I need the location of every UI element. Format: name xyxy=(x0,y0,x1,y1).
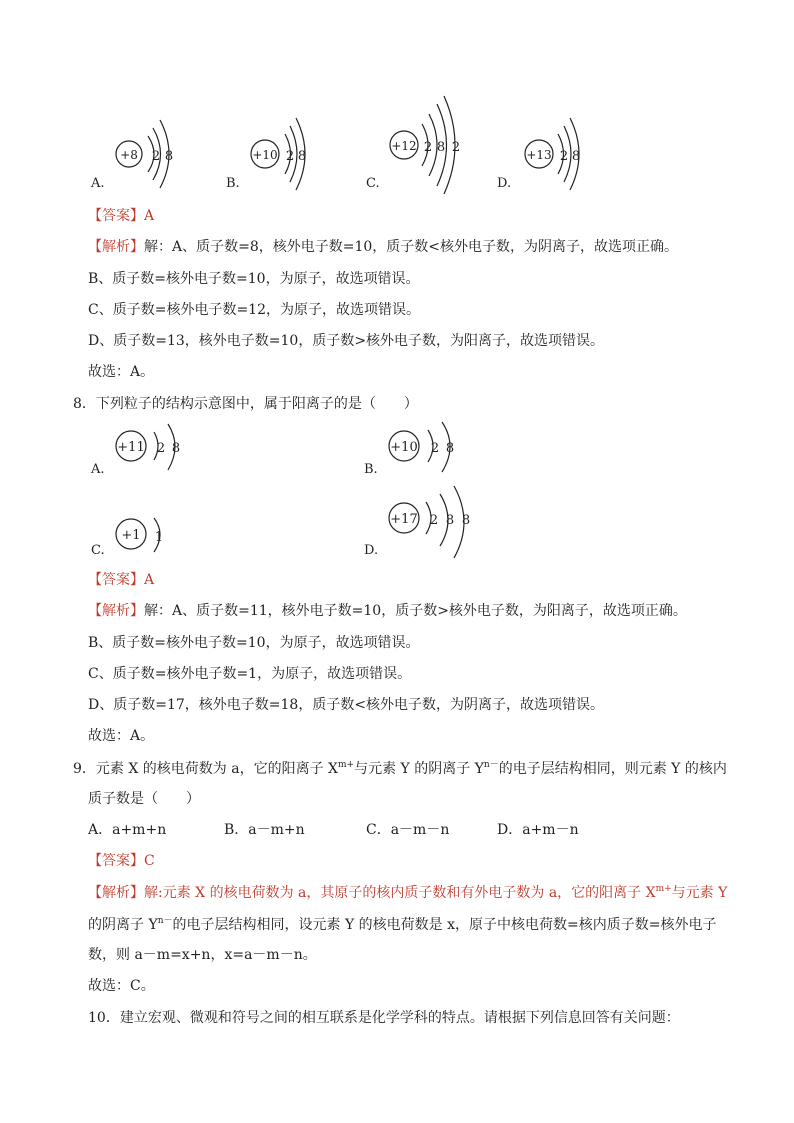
option-letter-c: C. xyxy=(366,176,380,191)
shell-label: 2 xyxy=(156,441,166,456)
charge-superscript: n－ xyxy=(483,760,499,770)
answer-tag: 【答案】 xyxy=(88,572,144,588)
option-letter-a: A. xyxy=(91,176,105,191)
stem-text: 9．元素 X 的核电荷数为 a，它的阳离子 X xyxy=(73,761,338,777)
q7-atom-diagram-a xyxy=(116,114,173,188)
q7-analysis-line-3: C、质子数=核外电子数=12，为原子，故选项错误。 xyxy=(88,302,420,318)
nucleus-label: +1 xyxy=(121,528,141,543)
shell-label: 8 xyxy=(436,140,446,155)
answer-tag: 【答案】 xyxy=(88,853,144,869)
q7-diagrams xyxy=(0,0,794,200)
q8-analysis-line-2: B、质子数=核外电子数=10，为原子，故选项错误。 xyxy=(88,635,420,651)
analysis-tag: 【解析】 xyxy=(88,239,144,255)
shell-label: 8 xyxy=(571,149,581,164)
nucleus-label: +10 xyxy=(390,440,418,455)
answer-value: C xyxy=(144,853,155,869)
nucleus-label: +13 xyxy=(526,148,552,162)
q7-conclusion: 故选：A。 xyxy=(88,364,155,380)
q9-option-c: C．a－m－n xyxy=(366,822,450,838)
shell-label: 2 xyxy=(151,149,161,164)
shell-label: 1 xyxy=(154,530,164,545)
q9-stem-line-2: 质子数是（ ） xyxy=(88,791,200,807)
analysis-tag: 【解析】 xyxy=(88,885,144,901)
answer-value: A xyxy=(144,208,155,224)
q7-analysis-line-1 xyxy=(88,236,678,256)
shell-label: 8 xyxy=(171,441,181,456)
q7-answer xyxy=(88,205,154,225)
answer-value: A xyxy=(144,572,155,588)
q7-atom-diagram-c xyxy=(390,96,460,194)
nucleus-label: +11 xyxy=(117,440,145,455)
q9-answer xyxy=(88,850,155,870)
option-letter-a: A. xyxy=(91,462,105,477)
shell-label: 2 xyxy=(423,140,433,155)
nucleus-label: +10 xyxy=(252,148,278,162)
shell-label: 8 xyxy=(445,513,455,528)
q7-analysis-line-2: B、质子数=核外电子数=10，为原子，故选项错误。 xyxy=(88,271,420,287)
q8-conclusion: 故选：A。 xyxy=(88,728,155,744)
shell-label: 8 xyxy=(297,149,307,164)
option-letter-d: D. xyxy=(497,176,512,191)
q9-option-a: A．a+m+n xyxy=(88,822,167,838)
analysis-text: 与元素 Y xyxy=(671,885,728,901)
q8-diagrams xyxy=(0,410,794,570)
nucleus-label: +8 xyxy=(120,148,138,162)
q7-analysis-line-4: D、质子数=13，核外电子数=10，质子数>核外电子数，为阳离子，故选项错误。 xyxy=(88,333,605,349)
q8-analysis-line-4: D、质子数=17，核外电子数=18，质子数<核外电子数，为阴离子，故选项错误。 xyxy=(88,697,605,713)
q7-atom-diagram-d xyxy=(525,118,580,190)
q9-analysis-line-1 xyxy=(88,882,727,902)
q8-stem: 8．下列粒子的结构示意图中，属于阳离子的是（ ） xyxy=(73,396,418,412)
q9-conclusion: 故选：C。 xyxy=(88,978,155,994)
stem-text: 的电子层结构相同，则元素 Y 的核内 xyxy=(498,761,727,777)
shell-label: 8 xyxy=(461,513,471,528)
analysis-text: 解:元素 X 的核电荷数为 a，其原子的核内质子数和有外电子数为 a，它的阳离子 X xyxy=(144,885,656,901)
q8-atom-diagram-c xyxy=(116,518,163,552)
q8-answer xyxy=(88,569,154,589)
stem-text: 与元素 Y 的阴离子 Y xyxy=(354,761,484,777)
shell-label: 2 xyxy=(429,513,439,528)
option-letter-d: D. xyxy=(364,543,379,558)
q9-analysis-line-2 xyxy=(88,913,716,934)
answer-tag: 【答案】 xyxy=(88,208,144,224)
shell-label: 8 xyxy=(445,441,455,456)
charge-superscript: m+ xyxy=(655,884,672,894)
q10-stem: 10．建立宏观、微观和符号之间的相互联系是化学学科的特点。请根据下列信息回答有关问题： xyxy=(88,1010,680,1026)
analysis-text: 解：A、质子数=11，核外电子数=10，质子数>核外电子数，为阳离子，故选项正确。 xyxy=(144,603,687,619)
q9-option-b: B．a－m+n xyxy=(224,822,305,838)
option-letter-c: C. xyxy=(91,543,105,558)
q8-atom-diagram-a xyxy=(116,424,180,470)
charge-superscript: n－ xyxy=(157,916,173,926)
analysis-tag: 【解析】 xyxy=(88,603,144,619)
analysis-text: 的阴离子 Y xyxy=(88,917,158,933)
q9-analysis-line-3: 数，则 a－m=x+n，x=a－m－n。 xyxy=(88,947,317,963)
shell-label: 8 xyxy=(164,149,174,164)
nucleus-label: +12 xyxy=(391,139,417,153)
option-letter-b: B. xyxy=(364,462,378,477)
shell-label: 2 xyxy=(559,149,569,164)
q9-stem-line-1 xyxy=(73,757,727,778)
q8-analysis-line-1 xyxy=(88,600,687,620)
q7-atom-diagram-b xyxy=(251,118,306,190)
shell-label: 2 xyxy=(285,149,295,164)
nucleus-label: +17 xyxy=(390,512,418,527)
shell-label: 2 xyxy=(451,140,461,155)
q8-atom-diagram-b xyxy=(389,422,454,472)
analysis-text: 的电子层结构相同，设元素 Y 的核电荷数是 x，原子中核电荷数=核内质子数=核外电子 xyxy=(172,917,717,933)
analysis-text: 解：A、质子数=8，核外电子数=10，质子数<核外电子数，为阴离子，故选项正确。 xyxy=(144,239,679,255)
charge-superscript: m+ xyxy=(338,760,355,770)
q9-option-d: D．a+m－n xyxy=(497,822,579,838)
q8-atom-diagram-d xyxy=(389,486,470,558)
shell-label: 2 xyxy=(430,441,440,456)
option-letter-b: B. xyxy=(226,176,240,191)
q8-analysis-line-3: C、质子数=核外电子数=1，为原子，故选项错误。 xyxy=(88,666,412,682)
